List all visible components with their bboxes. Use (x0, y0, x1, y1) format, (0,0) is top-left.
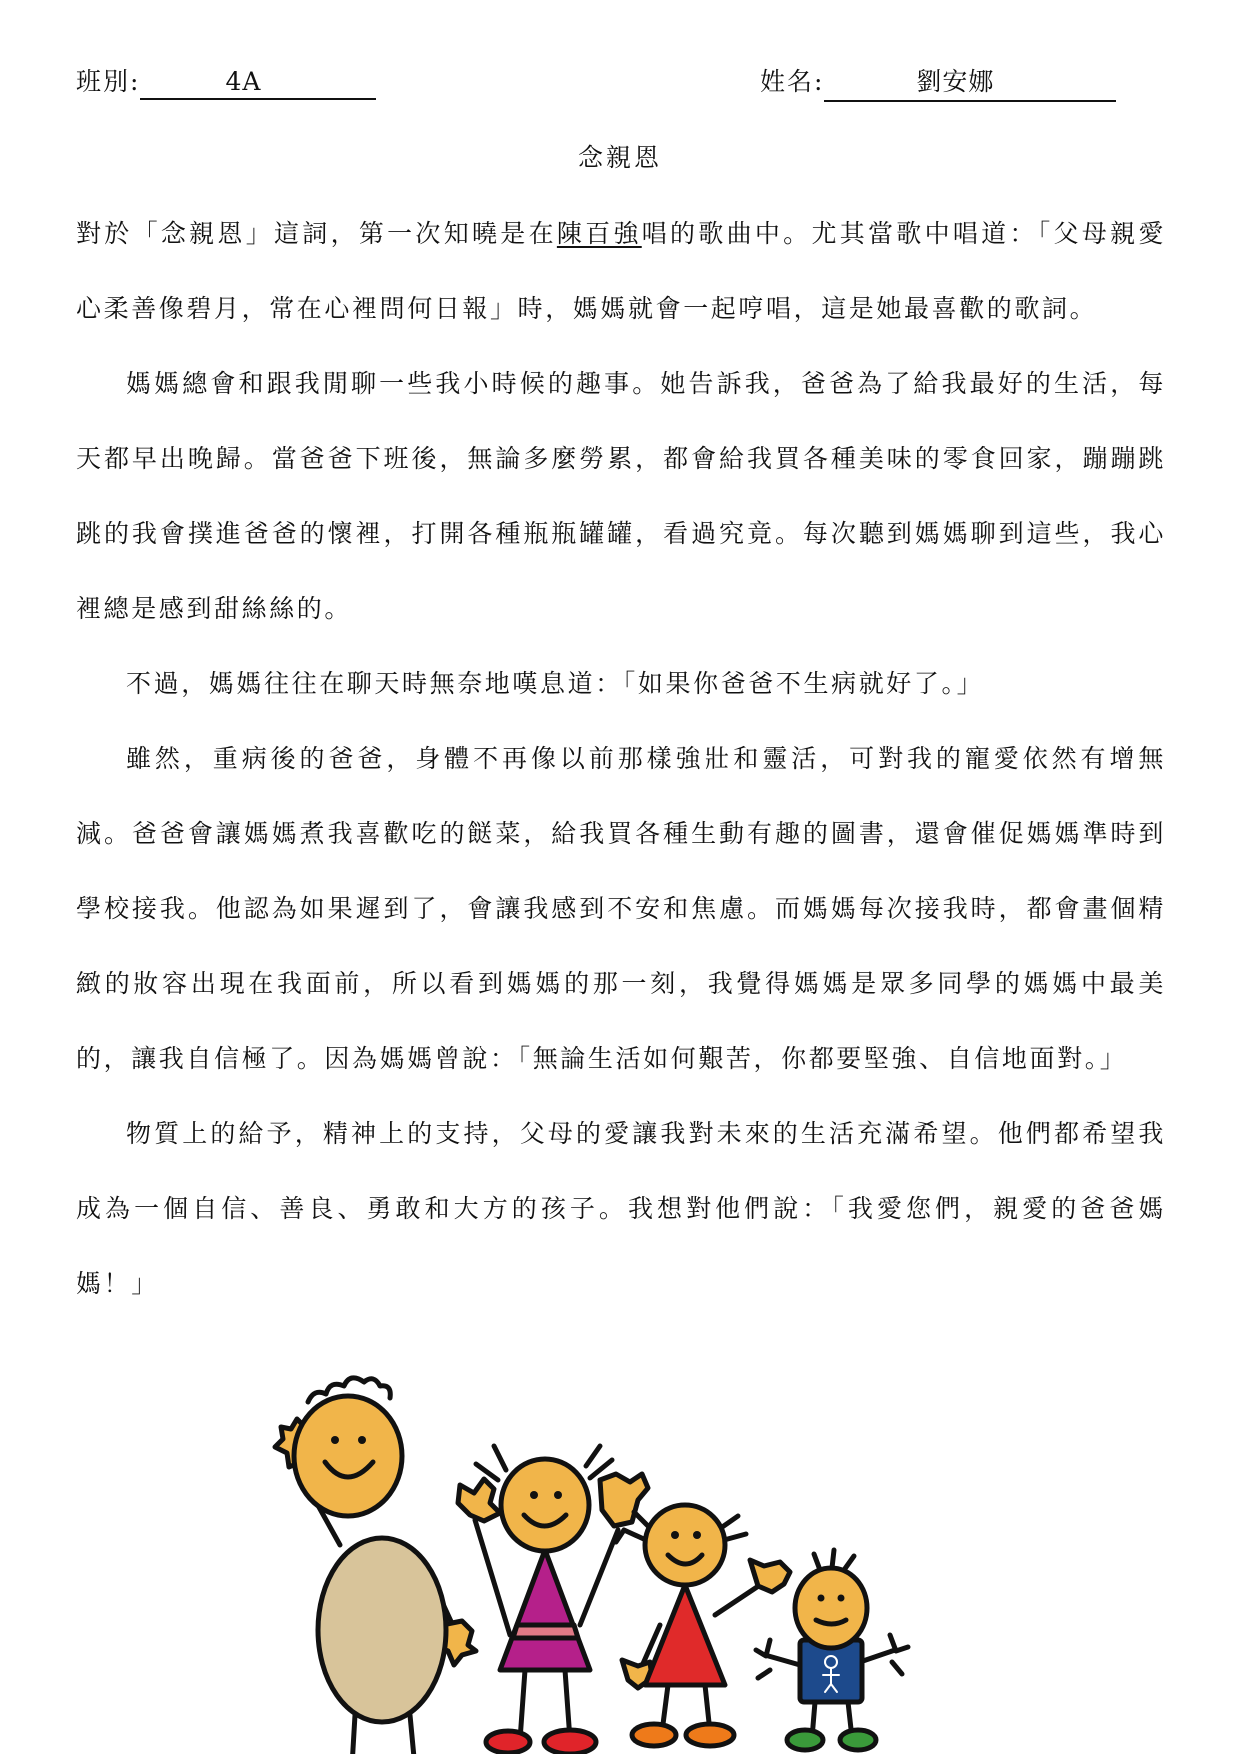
name-label: 姓名: (760, 67, 825, 96)
paragraph-1-post: 唱的歌曲中。尤其當歌中唱道：「父母親愛心柔善像碧月，常在心裡問何日報」時，媽媽就會一起哼唱，這是她最喜歡的歌詞。 (76, 219, 1166, 323)
small-girl-figure (616, 1505, 790, 1746)
paragraph-4: 雖然，重病後的爸爸，身體不再像以前那樣強壯和靈活，可對我的寵愛依然有增無減。爸爸會讓媽媽煮我喜歡吃的餸菜，給我買各種生動有趣的圖書，還會催促媽媽準時到學校接我。他認為如果遲到了，會讓我感到不安和焦慮。而媽媽每次接我時，都會畫個精緻的妝容出現在我面前，所以看到媽媽的那一刻，我覺得媽媽是眾多同學的媽媽中最美的，讓我自信極了。因為媽媽曾說：「無論生活如何艱苦，你都要堅強、自信地面對。」 (76, 744, 1166, 1073)
essay-body (76, 196, 1166, 1321)
girl-figure (458, 1446, 648, 1754)
dad-figure (275, 1378, 476, 1754)
class-value: 4A (140, 67, 376, 100)
paragraph-1 (76, 196, 1166, 346)
name-value: 劉安娜 (824, 62, 1116, 102)
paragraph-2: 媽媽總會和跟我閒聊一些我小時候的趣事。她告訴我，爸爸為了給我最好的生活，每天都早出晚歸。當爸爸下班後，無論多麼勞累，都會給我買各種美味的零食回家，蹦蹦跳跳的我會撲進爸爸的懷裡，打開各種瓶瓶罐罐，看過究竟。每次聽到媽媽聊到這些，我心裡總是感到甜絲絲的。 (76, 369, 1166, 623)
paragraph-3: 不過，媽媽往往在聊天時無奈地嘆息道：「如果你爸爸不生病就好了。」 (126, 669, 985, 698)
paragraph-5: 物質上的給予，精神上的支持，父母的愛讓我對未來的生活充滿希望。他們都希望我成為一個自信、善良、勇敢和大方的孩子。我想對他們說：「我愛您們，親愛的爸爸媽媽！」 (76, 1119, 1166, 1298)
family-illustration (270, 1370, 990, 1754)
essay-title: 念親恩 (577, 143, 662, 172)
singer-name: 陳百強 (556, 219, 642, 248)
class-field (76, 62, 376, 100)
name-field (760, 62, 1116, 102)
class-label: 班別: (76, 67, 141, 96)
paragraph-1-pre: 對於「念親恩」這詞，第一次知曉是在 (76, 219, 557, 248)
